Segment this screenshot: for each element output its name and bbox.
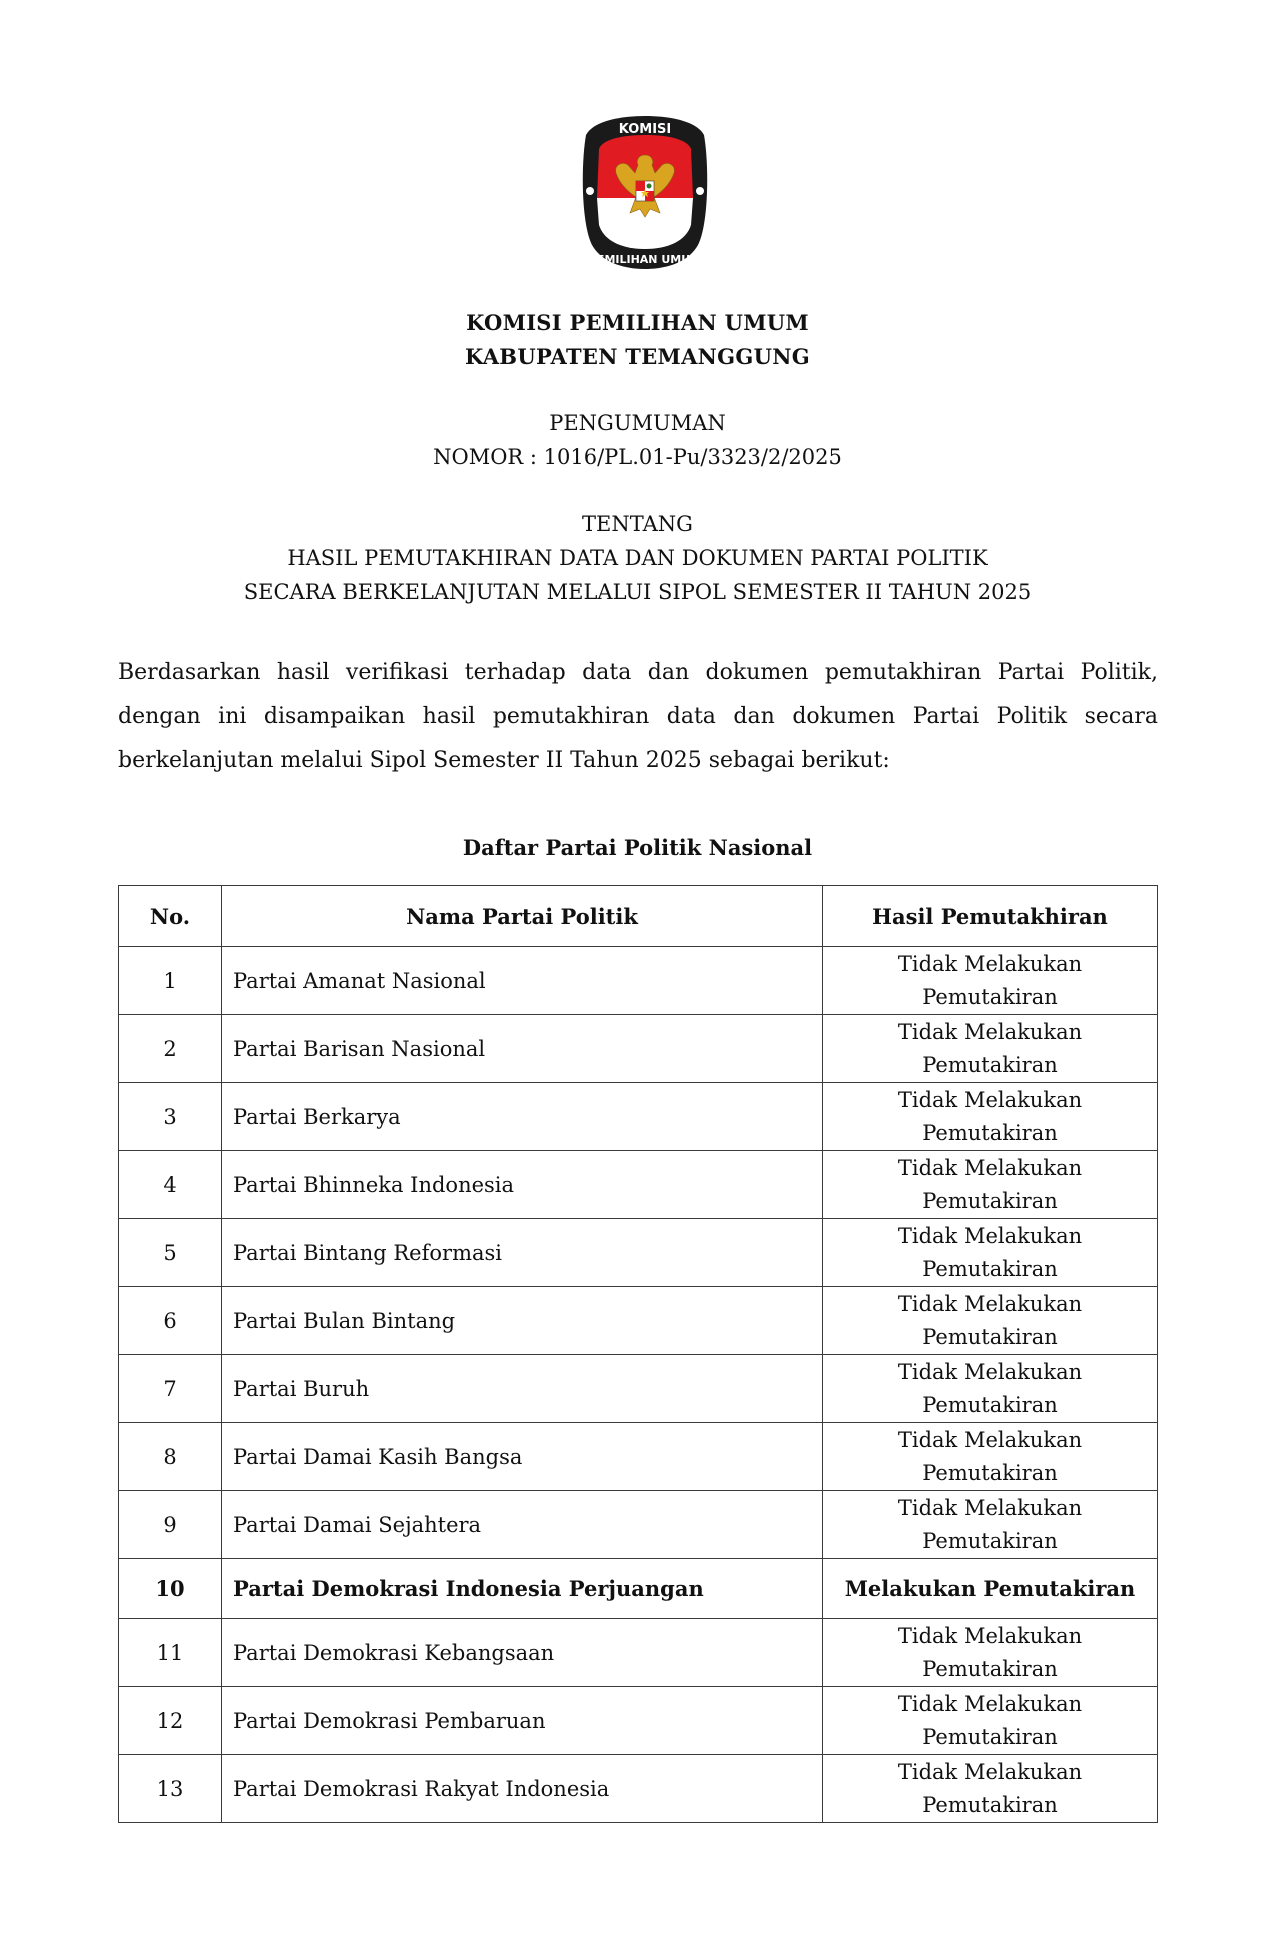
update-result [823,1219,1158,1287]
update-result [823,1287,1158,1355]
update-result [823,1559,1158,1619]
result-line: Tidak Melakukan [897,1427,1083,1452]
result-line: Pemutakiran [922,1120,1058,1145]
kpu-logo [580,113,710,271]
party-name: Partai Amanat Nasional [222,947,823,1015]
party-name: Partai Demokrasi Indonesia Perjuangan [222,1559,823,1619]
party-name: Partai Barisan Nasional [222,1015,823,1083]
result-line: Pemutakiran [922,1656,1058,1681]
paragraph-line: dengan ini disampaikan hasil pemutakhiran data dan dokumen Partai Politik secara [118,704,1158,729]
row-number: 11 [119,1619,222,1687]
row-number: 10 [119,1559,222,1619]
update-result [823,1687,1158,1755]
result-line: Pemutakiran [922,1528,1058,1553]
row-number: 5 [119,1219,222,1287]
result-line: Pemutakiran [922,1052,1058,1077]
table-row [119,1015,1158,1083]
doc-type: PENGUMUMAN [549,411,726,435]
org-name-line2: KABUPATEN TEMANGGUNG [465,344,810,369]
party-name: Partai Bhinneka Indonesia [222,1151,823,1219]
result-line: Pemutakiran [922,1460,1058,1485]
result-line: Pemutakiran [922,1256,1058,1281]
svg-text:KOMISI: KOMISI [618,122,672,137]
update-result [823,1151,1158,1219]
paragraph-line: berkelanjutan melalui Sipol Semester II Tahun 2025 sebagai berikut: [118,748,890,773]
result-line: Pemutakiran [922,1324,1058,1349]
result-line: Tidak Melakukan [897,1155,1083,1180]
intro-paragraph [118,651,1158,783]
row-number: 6 [119,1287,222,1355]
result-line: Pemutakiran [922,984,1058,1009]
update-result [823,1015,1158,1083]
result-line: Pemutakiran [922,1724,1058,1749]
party-name: Partai Demokrasi Pembaruan [222,1687,823,1755]
table-row [119,1423,1158,1491]
col-header-result: Hasil Pemutakhiran [823,886,1158,947]
update-result [823,947,1158,1015]
table-row [119,1687,1158,1755]
party-name: Partai Demokrasi Kebangsaan [222,1619,823,1687]
result-line: Pemutakiran [922,1792,1058,1817]
paragraph-line: Berdasarkan hasil verifikasi terhadap data dan dokumen pemutakhiran Partai Politik, [118,660,1158,685]
result-line: Pemutakiran [922,1392,1058,1417]
table-row [119,1219,1158,1287]
table-row [119,1755,1158,1823]
table-row [119,1619,1158,1687]
row-number: 7 [119,1355,222,1423]
doc-number: NOMOR : 1016/PL.01-Pu/3323/2/2025 [433,445,842,469]
party-name: Partai Bulan Bintang [222,1287,823,1355]
table-row [119,1151,1158,1219]
org-name-line1: KOMISI PEMILIHAN UMUM [466,310,809,335]
kpu-emblem-icon [580,113,710,271]
party-name: Partai Buruh [222,1355,823,1423]
row-number: 8 [119,1423,222,1491]
result-line: Tidak Melakukan [897,1495,1083,1520]
party-name: Partai Berkarya [222,1083,823,1151]
table-row [119,1559,1158,1619]
result-line: Pemutakiran [922,1188,1058,1213]
table-row [119,1083,1158,1151]
party-name: Partai Bintang Reformasi [222,1219,823,1287]
party-name: Partai Damai Kasih Bangsa [222,1423,823,1491]
row-number: 13 [119,1755,222,1823]
table-row [119,1287,1158,1355]
row-number: 12 [119,1687,222,1755]
result-line: Tidak Melakukan [897,1359,1083,1384]
row-number: 3 [119,1083,222,1151]
col-header-name: Nama Partai Politik [222,886,823,947]
table-row [119,947,1158,1015]
update-result [823,1491,1158,1559]
party-name: Partai Demokrasi Rakyat Indonesia [222,1755,823,1823]
result-line: Melakukan Pemutakiran [844,1576,1136,1601]
col-header-no: No. [119,886,222,947]
table-row [119,1355,1158,1423]
party-name: Partai Damai Sejahtera [222,1491,823,1559]
svg-text:PEMILIHAN UMUM: PEMILIHAN UMUM [588,253,702,266]
party-table [118,885,1158,1823]
table-title: Daftar Partai Politik Nasional [462,835,813,860]
result-line: Tidak Melakukan [897,1223,1083,1248]
row-number: 2 [119,1015,222,1083]
result-line: Tidak Melakukan [897,1759,1083,1784]
table-header-row [119,886,1158,947]
row-number: 1 [119,947,222,1015]
table-row [119,1491,1158,1559]
update-result [823,1619,1158,1687]
row-number: 9 [119,1491,222,1559]
row-number: 4 [119,1151,222,1219]
result-line: Tidak Melakukan [897,1291,1083,1316]
result-line: Tidak Melakukan [897,1691,1083,1716]
update-result [823,1083,1158,1151]
result-line: Tidak Melakukan [897,1019,1083,1044]
update-result [823,1355,1158,1423]
update-result [823,1423,1158,1491]
subject-line1: HASIL PEMUTAKHIRAN DATA DAN DOKUMEN PARTAI POLITIK [287,546,988,570]
about-label: TENTANG [582,512,693,536]
subject-line2: SECARA BERKELANJUTAN MELALUI SIPOL SEMESTER II TAHUN 2025 [243,580,1032,604]
result-line: Tidak Melakukan [897,951,1083,976]
update-result [823,1755,1158,1823]
result-line: Tidak Melakukan [897,1623,1083,1648]
result-line: Tidak Melakukan [897,1087,1083,1112]
